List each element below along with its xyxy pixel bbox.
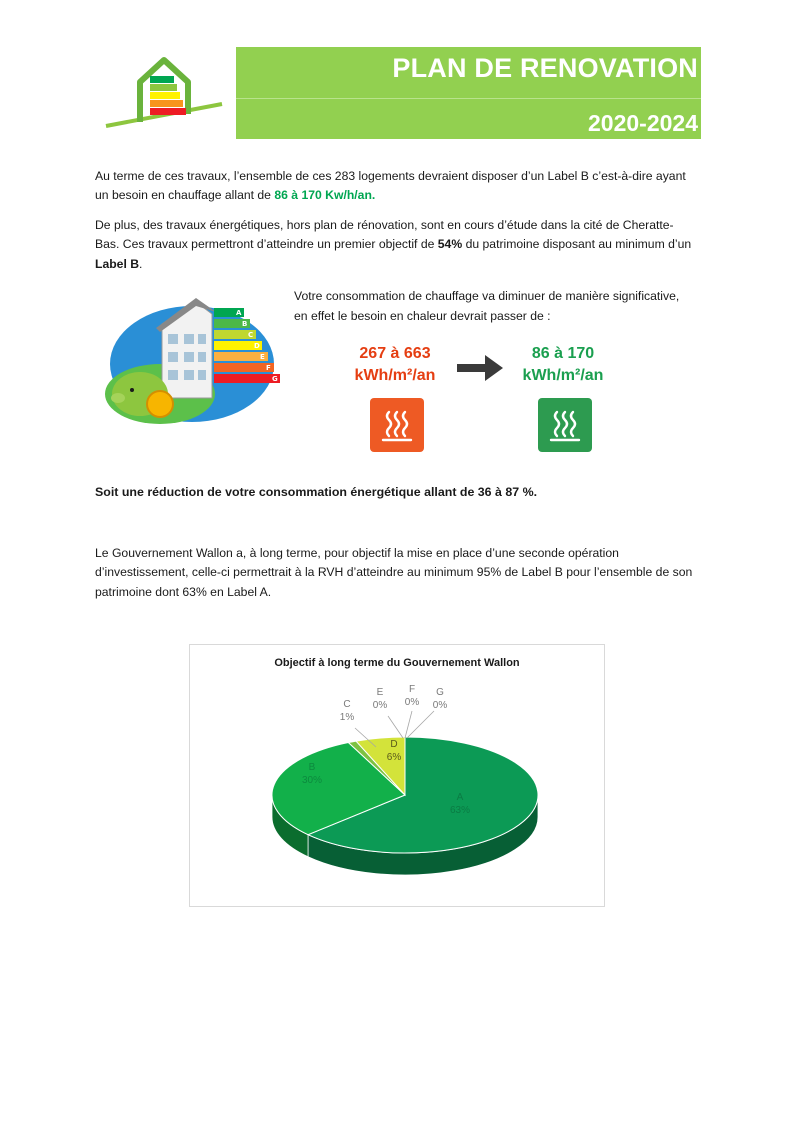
slice-value-g: 0% — [432, 700, 448, 711]
energy-label-d: D — [254, 342, 260, 350]
slice-value-f: 0% — [404, 697, 420, 708]
page-title: PLAN DE RENOVATION — [392, 53, 698, 83]
paragraph-label-b — [95, 167, 695, 206]
paragraph-long-term: Le Gouvernement Wallon a, à long terme, pour objectif la mise en place d’une seconde opération d’investissement, celle-ci permettrait à la RVH d’atteindre au minimum 95% de Label B pour l’ensemble de son patrimoine dont 63% en Label A. — [95, 546, 693, 599]
slice-value-d: 6% — [386, 752, 402, 763]
pie-chart-box — [189, 644, 605, 907]
arrow-right-icon — [457, 355, 503, 381]
slice-value-a: 63% — [449, 805, 471, 816]
slice-value-c: 1% — [339, 712, 355, 723]
before-range: 267 à 663 — [359, 345, 431, 362]
slice-value-e: 0% — [372, 700, 388, 711]
consumption-before — [340, 343, 450, 387]
p1-text: Au terme de ces travaux, l’ensemble de ces 283 logements devraient disposer d’un Label B c’est-à-dire ayant un besoin en chauffage allant de — [95, 169, 686, 203]
slice-label-c: C — [343, 699, 351, 710]
slice-label-f: F — [408, 684, 416, 695]
consumption-after — [508, 343, 618, 387]
reduction-statement: Soit une réduction de votre consommation énergétique allant de 36 à 87 %. — [95, 485, 538, 499]
p2-percent: 54% — [437, 237, 463, 252]
heating-icon-after — [538, 398, 592, 452]
header-banner — [236, 47, 701, 139]
slice-label-a: A — [456, 792, 464, 803]
pie-chart — [190, 645, 604, 906]
p2-text-end: . — [139, 256, 143, 271]
slice-label-b: B — [308, 762, 316, 773]
slice-value-b: 30% — [301, 775, 323, 786]
energy-label-b: B — [242, 320, 248, 328]
plan-years: 2020-2024 — [588, 110, 698, 136]
after-unit: kWh/m²/an — [522, 367, 604, 384]
p2-label: Label B — [95, 256, 140, 271]
p2-text-mid: du patrimoine disposant au minimum d’un — [462, 237, 692, 252]
leader-line-e — [388, 716, 403, 738]
slice-label-e: E — [376, 687, 384, 698]
before-unit: kWh/m²/an — [354, 367, 436, 384]
slice-label-d: D — [390, 739, 398, 750]
energy-label-g: G — [272, 375, 278, 383]
energy-label-c: C — [248, 331, 254, 339]
energy-label-e: E — [260, 353, 265, 361]
p2-text: De plus, des travaux énergétiques, hors plan de rénovation, sont en cours d’étude dans la cité de Cheratte-Bas. Ces travaux permettront d’atteindre un premier objectif de — [95, 218, 674, 252]
p1-highlight: 86 à 170 Kw/h/an. — [274, 188, 376, 203]
house-energy-illustration — [100, 294, 280, 434]
chart-title: Objectif à long terme du Gouvernement Wallon — [274, 657, 520, 669]
slice-label-g: G — [436, 687, 444, 698]
consumption-text: Votre consommation de chauffage va diminuer de manière significative, en effet le besoin en chaleur devrait passer de : — [294, 289, 680, 323]
energy-label-f: F — [266, 364, 271, 372]
heat-waves-icon — [538, 398, 592, 452]
heating-icon-before — [370, 398, 424, 452]
paragraph-cheratte — [95, 216, 695, 274]
energy-label-a: A — [236, 309, 242, 317]
energy-house-logo — [100, 52, 228, 132]
banner-divider — [236, 98, 701, 99]
heat-waves-icon — [370, 398, 424, 452]
after-range: 86 à 170 — [531, 345, 595, 362]
